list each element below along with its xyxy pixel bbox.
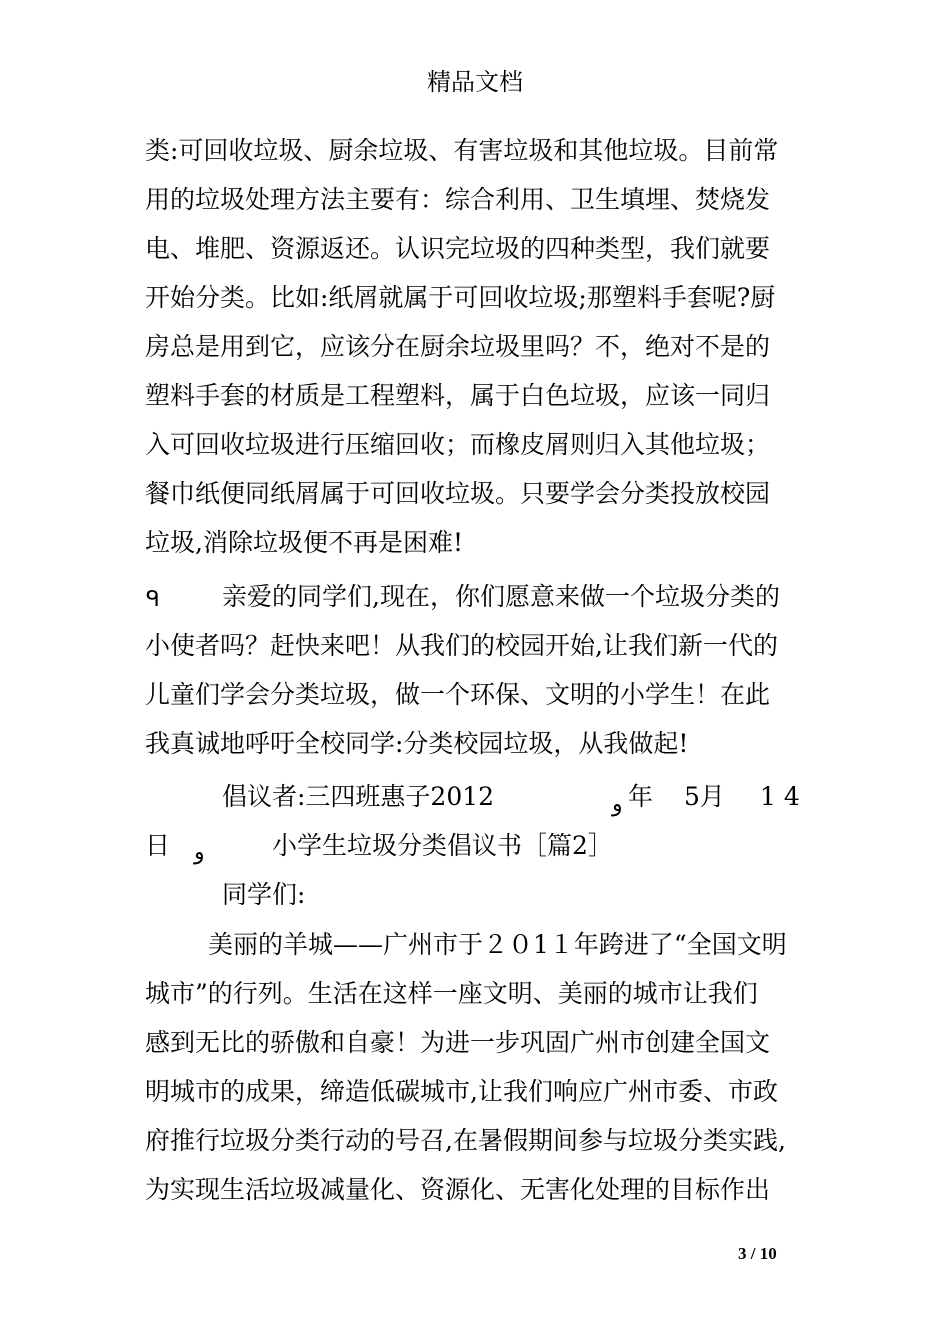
stray-glyph-mark: و xyxy=(194,840,205,865)
text-line: 明城市的成果，缔造低碳城市,让我们响应广州市委、市政 xyxy=(145,1077,778,1106)
text-line: 儿童们学会分类垃圾，做一个环保、文明的小学生！在此 xyxy=(145,680,771,709)
text-line: 类:可回收垃圾、厨余垃圾、有害垃圾和其他垃圾。目前常 xyxy=(145,136,779,165)
text-line: 电、堆肥、资源返还。认识完垃圾的四种类型，我们就要 xyxy=(145,234,771,263)
stray-glyph-mark: و xyxy=(612,792,623,817)
text-line: 开始分类。比如:纸屑就属于可回收垃圾;那塑料手套呢?厨 xyxy=(145,283,776,312)
text-line: 亲爱的同学们,现在，你们愿意来做一个垃圾分类的 xyxy=(222,582,780,611)
day-number: 1 4 xyxy=(760,782,800,811)
text-line: 城市”的行列。生活在这样一座文明、美丽的城市让我们 xyxy=(145,979,758,1008)
day-label: 日 xyxy=(145,831,171,860)
proposer-text: 倡议者:三四班惠子2012 xyxy=(222,782,495,811)
stray-glyph-mark: ᑫ xyxy=(146,587,160,612)
text-line: 我真诚地呼吁全校同学:分类校园垃圾，从我做起! xyxy=(145,729,689,758)
text-line: 餐巾纸便同纸屑属于可回收垃圾。只要学会分类投放校园 xyxy=(145,479,771,508)
text-line: 房总是用到它，应该分在厨余垃圾里吗？不，绝对不是的 xyxy=(145,332,771,361)
page-number: 3 / 10 xyxy=(738,1244,777,1263)
text-line: 美丽的羊城——广州市于２０1１年跨进了“全国文明 xyxy=(208,930,787,959)
page-header-title: 精品文档 xyxy=(427,68,523,96)
text-line: 用的垃圾处理方法主要有：综合利用、卫生填埋、焚烧发 xyxy=(145,185,771,214)
text-line: 为实现生活垃圾减量化、资源化、无害化处理的目标作出 xyxy=(145,1175,771,1204)
year-label: 年 xyxy=(628,782,654,811)
text-line: 感到无比的骄傲和自豪！为进一步巩固广州市创建全国文 xyxy=(145,1028,771,1057)
text-line: 塑料手套的材质是工程塑料，属于白色垃圾，应该一同归 xyxy=(145,381,771,410)
text-line: 垃圾,消除垃圾便不再是困难! xyxy=(145,528,463,557)
text-line: 小使者吗？赶快来吧！从我们的校园开始,让我们新一代的 xyxy=(145,631,778,660)
greeting: 同学们: xyxy=(222,880,306,909)
month-text: 5月 xyxy=(684,782,725,811)
text-line: 府推行垃圾分类行动的号召,在暑假期间参与垃圾分类实践, xyxy=(145,1126,786,1155)
text-line: 入可回收垃圾进行压缩回收；而橡皮屑则归入其他垃圾； xyxy=(145,430,771,459)
document-title: 小学生垃圾分类倡议书［篇2］ xyxy=(272,831,613,860)
